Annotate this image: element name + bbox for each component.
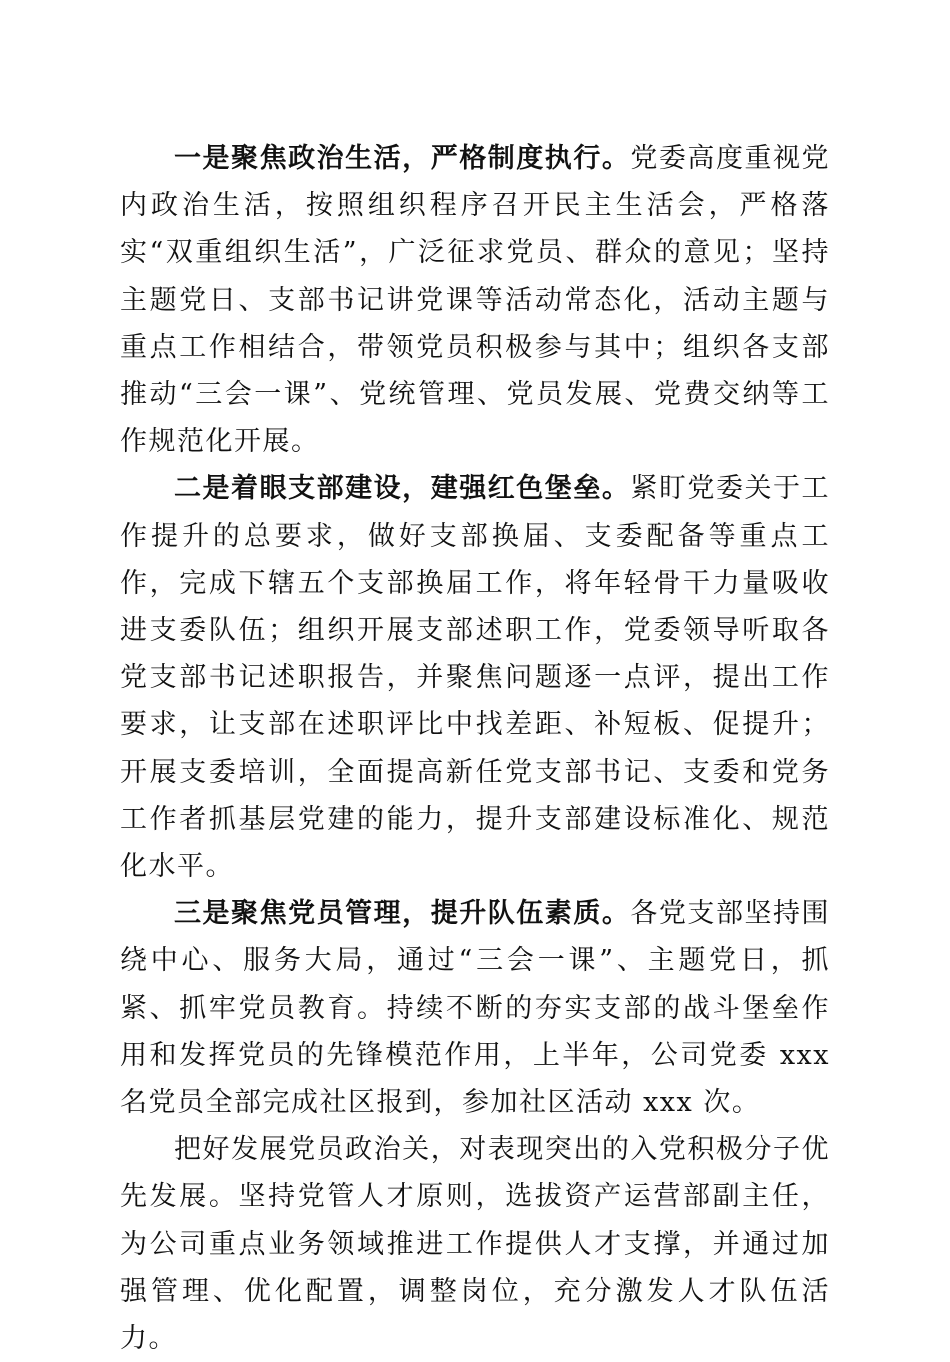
paragraph-text: 各党支部坚持围绕中心、服务大局，通过“三会一课”、主题党日，抓紧、抓牢党员教育。持续不断的夯实支部的战斗堡垒作用和发挥党员的先锋模范作用，上半年，公司党委 xxx 名党员全部完成社区报到，参加社区活动 xxx 次。	[120, 898, 831, 1119]
paragraph-heading: 二是着眼支部建设，建强红色堡垒。	[174, 473, 631, 505]
document-body	[120, 135, 830, 1362]
paragraph-member-management	[120, 890, 830, 1126]
paragraph-text: 党委高度重视党内政治生活，按照组织程序召开民主生活会，严格落实“双重组织生活”，广泛征求党员、群众的意见；坚持主题党日、支部书记讲党课等活动常态化，活动主题与重点工作相结合，带领党员积极参与其中；组织各支部推动“三会一课”、党统管理、党员发展、党费交纳等工作规范化开展。	[120, 143, 831, 458]
paragraph-heading: 三是聚焦党员管理，提升队伍素质。	[174, 898, 631, 930]
paragraph-political-life	[120, 135, 830, 465]
paragraph-talent-development	[120, 1126, 830, 1362]
paragraph-text: 把好发展党员政治关，对表现突出的入党积极分子优先发展。坚持党管人才原则，选拔资产运营部副主任，为公司重点业务领域推进工作提供人才支撑，并通过加强管理、优化配置，调整岗位，充分激发人才队伍活力。	[120, 1134, 830, 1355]
paragraph-text: 紧盯党委关于工作提升的总要求，做好支部换届、支委配备等重点工作，完成下辖五个支部换届工作，将年轻骨干力量吸收进支委队伍；组织开展支部述职工作，党委领导听取各党支部书记述职报告，并聚焦问题逐一点评，提出工作要求，让支部在述职评比中找差距、补短板、促提升；开展支委培训，全面提高新任党支部书记、支委和党务工作者抓基层党建的能力，提升支部建设标准化、规范化水平。	[120, 473, 831, 883]
paragraph-branch-building	[120, 465, 830, 890]
paragraph-heading: 一是聚焦政治生活，严格制度执行。	[174, 143, 631, 174]
